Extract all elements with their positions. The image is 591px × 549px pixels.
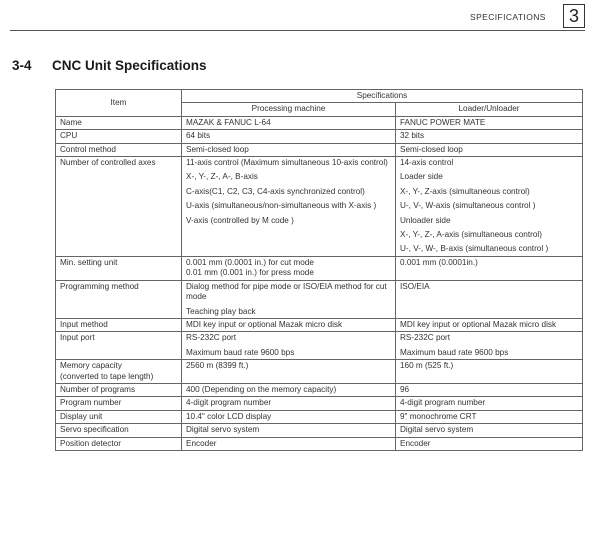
loader-unloader-cell [396,397,583,410]
loader-unloader-cell [396,116,583,129]
cell-text-line: Number of programs [60,384,136,394]
cell-text-line: U-, V-, W-, B-axis (simultaneous control ) [400,244,549,254]
item-cell [56,143,182,156]
table-header-row [56,90,583,103]
chapter-number-box: 3 [563,4,585,28]
cell-text-line: MDI key input or optional Mazak micro disk [186,319,343,329]
cell-text-line: 11-axis control (Maximum simultaneous 10-axis control) [186,158,388,168]
cell-text-line: 14-axis control [400,158,454,168]
item-cell [56,280,182,318]
cell-text-line: Display unit [60,411,103,421]
loader-unloader-cell [396,383,583,396]
table-row [56,157,583,257]
cell-text-line: FANUC POWER MATE [400,117,486,127]
item-cell [56,332,182,360]
cell-text-line: Dialog method for pipe mode or ISO/EIA method for cut mode [186,281,387,302]
spec-table [55,89,583,451]
cell-text-line: Min. setting unit [60,257,118,267]
cell-text-line: Programming method [60,281,139,291]
item-cell [56,116,182,129]
item-cell [56,157,182,257]
cell-text-line: 4-digit program number [400,398,486,408]
cell-text-line: Position detector [60,438,121,448]
cell-text-line: Semi-closed loop [186,144,249,154]
cell-text-line: 0.01 mm (0.001 in.) for press mode [186,268,314,278]
item-cell [56,256,182,280]
cell-text-line: Servo specification [60,425,129,435]
processing-machine-cell [182,332,396,360]
loader-unloader-cell [396,360,583,384]
cell-text-line: U-axis (simultaneous/non-simultaneous with X-axis ) [186,201,377,211]
table-row [56,383,583,396]
cell-text-line: 32 bits [400,131,425,141]
cell-text-line: X-, Y-, Z-axis (simultaneous control) [400,186,530,196]
loader-unloader-cell [396,318,583,331]
header-specifications: Specifications [182,90,583,103]
loader-unloader-cell [396,256,583,280]
table-row [56,397,583,410]
item-cell [56,397,182,410]
cell-text-line: C-axis(C1, C2, C3, C4-axis synchronized control) [186,186,365,196]
cell-text-line: 10.4" color LCD display [186,411,272,421]
table-row [56,332,583,360]
processing-machine-cell [182,280,396,318]
item-cell [56,360,182,384]
cell-text-line: Encoder [400,438,431,448]
cell-text-line: Input port [60,333,95,343]
loader-unloader-cell [396,332,583,360]
running-header-label: SPECIFICATIONS [470,12,546,22]
table-row [56,130,583,143]
cell-text-line: X-, Y-, Z-, A-, B-axis [186,172,258,182]
loader-unloader-cell [396,410,583,423]
spec-table-body [56,90,583,451]
cell-text-line: 160 m (525 ft.) [400,361,454,371]
processing-machine-cell [182,130,396,143]
cell-text-line: 2560 m (8399 ft.) [186,361,249,371]
item-cell [56,318,182,331]
cell-text-line: Maximum baud rate 9600 bps [400,347,509,357]
table-row [56,116,583,129]
processing-machine-cell [182,318,396,331]
item-cell [56,130,182,143]
cell-text-line: ISO/EIA [400,281,430,291]
cell-text-line: 96 [400,384,410,394]
header-loader-unloader: Loader/Unloader [396,103,583,116]
item-cell [56,410,182,423]
table-row [56,280,583,318]
processing-machine-cell [182,116,396,129]
cell-text-line: Maximum baud rate 9600 bps [186,347,295,357]
cell-text-line: Name [60,117,82,127]
cell-text-line: Digital servo system [186,425,260,435]
cell-text-line: RS-232C port [400,333,451,343]
cell-text-line: Loader side [400,172,443,182]
table-row [56,143,583,156]
cell-text-line: 400 (Depending on the memory capacity) [186,384,337,394]
header-processing-machine: Processing machine [182,103,396,116]
processing-machine-cell [182,256,396,280]
table-row [56,318,583,331]
cell-text-line: MAZAK & FANUC L-64 [186,117,271,127]
table-row [56,256,583,280]
processing-machine-cell [182,383,396,396]
processing-machine-cell [182,437,396,450]
cell-text-line: Encoder [186,438,217,448]
table-row [56,360,583,384]
table-row [56,424,583,437]
cell-text-line: Number of controlled axes [60,158,156,168]
cell-text-line: Digital servo system [400,425,474,435]
loader-unloader-cell [396,130,583,143]
loader-unloader-cell [396,143,583,156]
header-item: Item [56,90,182,117]
cell-text-line: Program number [60,398,122,408]
loader-unloader-cell [396,280,583,318]
loader-unloader-cell [396,437,583,450]
cell-text-line: U-, V-, W-axis (simultaneous control ) [400,201,536,211]
loader-unloader-cell [396,157,583,257]
section-title: CNC Unit Specifications [52,58,207,73]
cell-text-line: X-, Y-, Z-, A-axis (simultaneous control) [400,230,542,240]
item-cell [56,437,182,450]
cell-text-line: Input method [60,319,108,329]
cell-text-line: 9" monochrome CRT [400,411,477,421]
cell-text-line: 0.001 mm (0.0001in.) [400,257,478,267]
cell-text-line: 0.001 mm (0.0001 in.) for cut mode [186,257,314,267]
cell-text-line: RS-232C port [186,333,237,343]
cell-text-line: 64 bits [186,131,211,141]
cell-text-line: Semi-closed loop [400,144,463,154]
processing-machine-cell [182,410,396,423]
cell-text-line: V-axis (controlled by M code ) [186,215,294,225]
cell-text-line: Unloader side [400,215,451,225]
table-row [56,437,583,450]
processing-machine-cell [182,143,396,156]
header-rule [10,30,585,31]
cell-text-line: Control method [60,144,116,154]
processing-machine-cell [182,424,396,437]
cell-text-line: 4-digit program number [186,398,272,408]
item-cell [56,383,182,396]
cell-text-line: Memory capacity [60,361,122,371]
cell-text-line: (converted to tape length) [60,371,154,381]
cell-text-line: CPU [60,131,78,141]
item-cell [56,424,182,437]
processing-machine-cell [182,397,396,410]
processing-machine-cell [182,157,396,257]
processing-machine-cell [182,360,396,384]
table-row [56,410,583,423]
loader-unloader-cell [396,424,583,437]
cell-text-line: MDI key input or optional Mazak micro disk [400,319,557,329]
cell-text-line: Teaching play back [186,306,256,316]
section-number: 3-4 [12,58,32,73]
